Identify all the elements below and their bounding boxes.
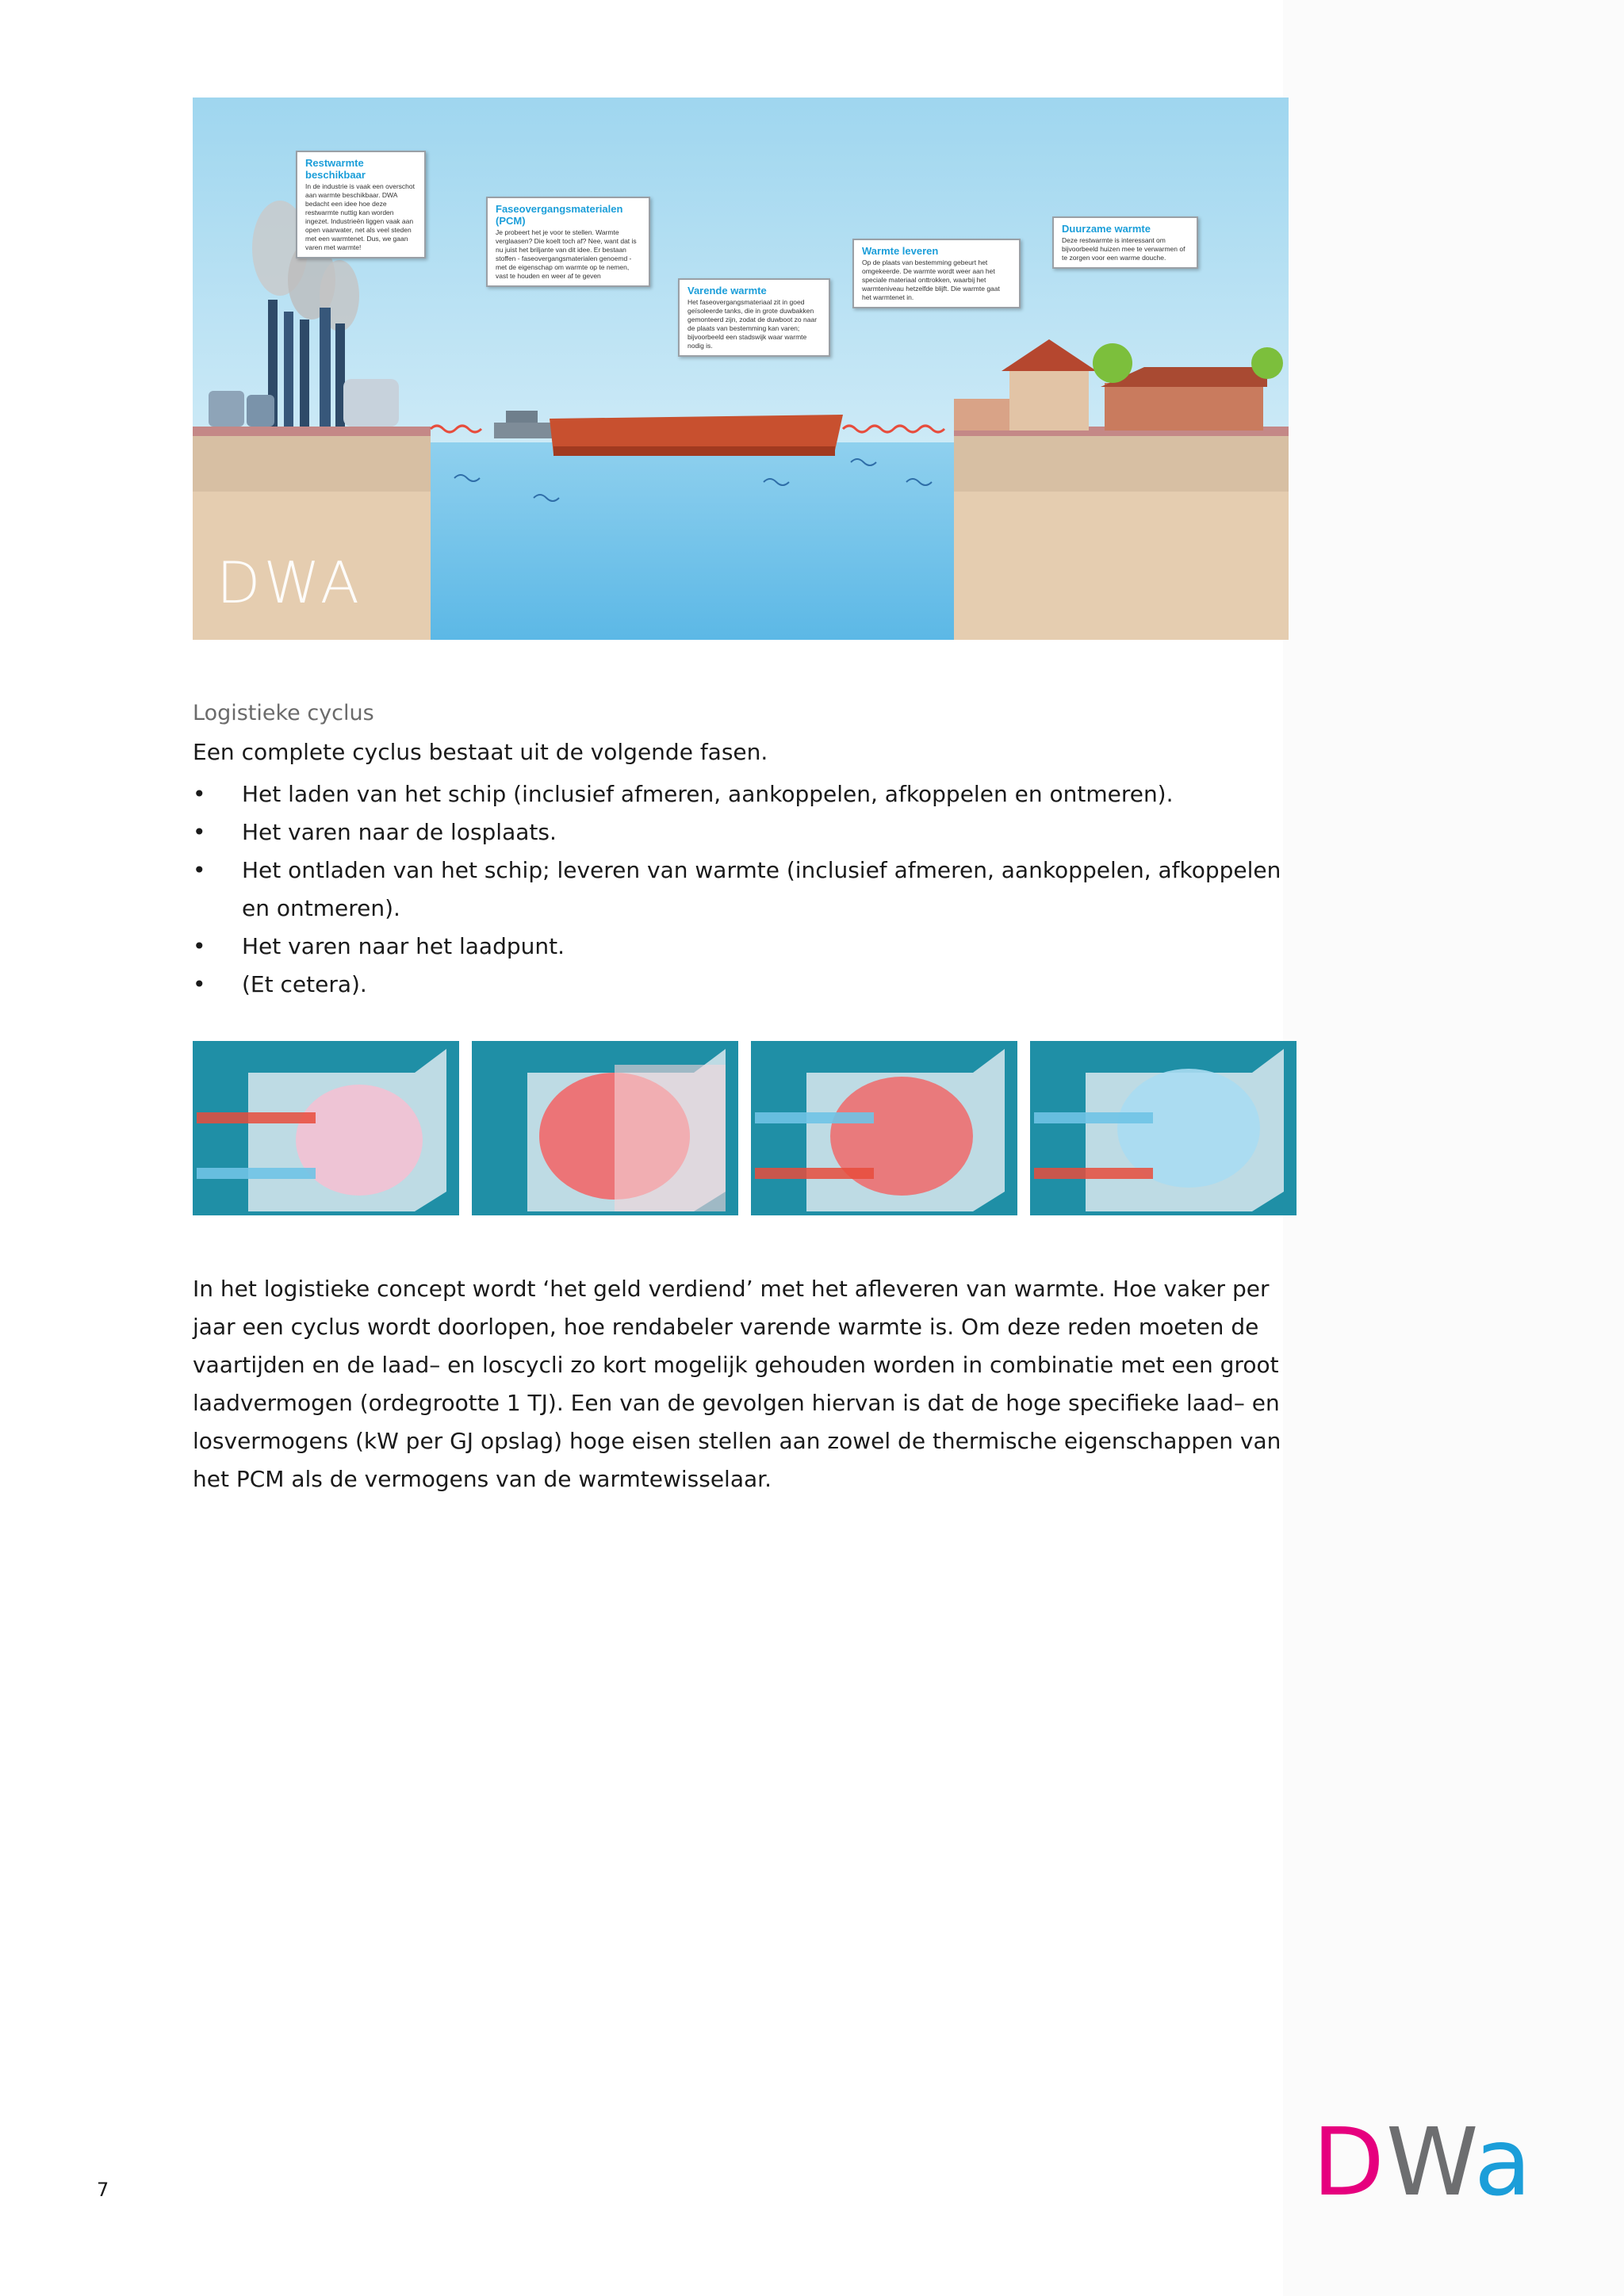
- page-number: 7: [97, 2179, 109, 2201]
- heat-shipping-illustration: [193, 98, 1289, 640]
- callout-body: In de industrie is vaak een overschot aan warmte beschikbaar. DWA bedacht een idee hoe deze restwarmte nuttig kan worden ingezet. Industrieën liggen vaak aan open vaarwater, net als veel steden met een warmtenet. Dus, we gaan varen met warmte!: [305, 182, 415, 251]
- callout-title: Varende warmte: [688, 285, 767, 297]
- cube-image-1: [193, 1041, 459, 1215]
- logo-letter-w: W: [1385, 2107, 1475, 2217]
- callout-body: Op de plaats van bestemming gebeurt het omgekeerde. De warmte wordt weer aan het speciale materiaal onttrokken, waarbij het warmteniveau hetzelfde blijft. Die warmte gaat het warmtenet in.: [862, 258, 1000, 301]
- cube-image-4: [1030, 1041, 1297, 1215]
- cube-image-3: [751, 1041, 1017, 1215]
- callout-body: Het faseovergangsmateriaal zit in goed geïsoleerde tanks, die in grote duwbakken gemonteerd zijn, zodat de duwboot zo naar de plaats van bestemming kan varen; bijvoorbeeld een stadswijk waar warmte nodig is.: [688, 298, 818, 350]
- list-item-text: Het ontladen van het schip; leveren van warmte (inclusief afmeren, aankoppelen, afkoppelen en ontmeren).: [242, 857, 1281, 921]
- cube-image-2: [472, 1041, 738, 1215]
- page-side-band: [1283, 0, 1624, 2296]
- list-item: [193, 966, 1287, 1004]
- dwa-logo: [1312, 2107, 1534, 2217]
- list-item: [193, 813, 1287, 851]
- bullet-icon: •: [193, 857, 206, 883]
- callout-warmte-leveren: [852, 239, 1021, 308]
- list-item: [193, 775, 1287, 813]
- bullet-icon: •: [193, 819, 206, 845]
- logo-letter-a: a: [1474, 2107, 1534, 2217]
- list-item-text: Het varen naar het laadpunt.: [242, 933, 565, 959]
- pcm-cube-images: [193, 1041, 1295, 1215]
- list-item-text: Het varen naar de losplaats.: [242, 819, 557, 845]
- section-title: Logistieke cyclus: [193, 701, 374, 725]
- intro-text: Een complete cyclus bestaat uit de volgende fasen.: [193, 739, 768, 765]
- callout-body: Je probeert het je voor te stellen. Warmte verglaasen? Die koelt toch af? Nee, want dat is nu juist het briljante van dit idee. Er bestaan stoffen - faseovergangsmaterialen genoemd - met de eigenschap om warmte op te nemen, vast te houden en weer af te geven: [496, 228, 637, 280]
- bullet-icon: •: [193, 971, 206, 997]
- callout-title: Restwarmte beschikbaar: [305, 157, 366, 181]
- callout-title: Warmte leveren: [862, 245, 939, 257]
- body-paragraph: In het logistieke concept wordt ‘het geld verdiend’ met het afleveren van warmte. Hoe vaker per jaar een cyclus wordt doorlopen, hoe rendabeler varende warmte is. Om deze reden moeten de vaartijden en de laad– en loscycli zo kort mogelijk gehouden worden in combinatie met een groot laadvermogen (ordegrootte 1 TJ). Een van de gevolgen hiervan is dat de hoge specifieke laad– en losvermogens (kW per GJ opslag) hoge eisen stellen aan zowel de thermische eigenschappen van het PCM als de vermogens van de warmtewisselaar.: [193, 1276, 1281, 1492]
- list-item-text: (Et cetera).: [242, 971, 367, 997]
- callout-restwarmte: [296, 151, 426, 258]
- list-item-text: Het laden van het schip (inclusief afmeren, aankoppelen, afkoppelen en ontmeren).: [242, 781, 1174, 807]
- callout-duurzame-warmte: [1052, 216, 1198, 269]
- logo-letter-d: D: [1312, 2107, 1386, 2217]
- phase-list: [193, 775, 1287, 1004]
- callout-title: Duurzame warmte: [1062, 223, 1151, 235]
- callout-title: Faseovergangsmaterialen (PCM): [496, 203, 623, 227]
- bullet-icon: •: [193, 933, 206, 959]
- bullet-icon: •: [193, 781, 206, 807]
- list-item: [193, 851, 1287, 928]
- callout-pcm: [486, 197, 650, 287]
- illustration-logo: DWA: [216, 549, 362, 616]
- callout-varende-warmte: [678, 278, 830, 357]
- callout-body: Deze restwarmte is interessant om bijvoorbeeld huizen mee te verwarmen of te zorgen voor een warme douche.: [1062, 236, 1185, 262]
- list-item: [193, 928, 1287, 966]
